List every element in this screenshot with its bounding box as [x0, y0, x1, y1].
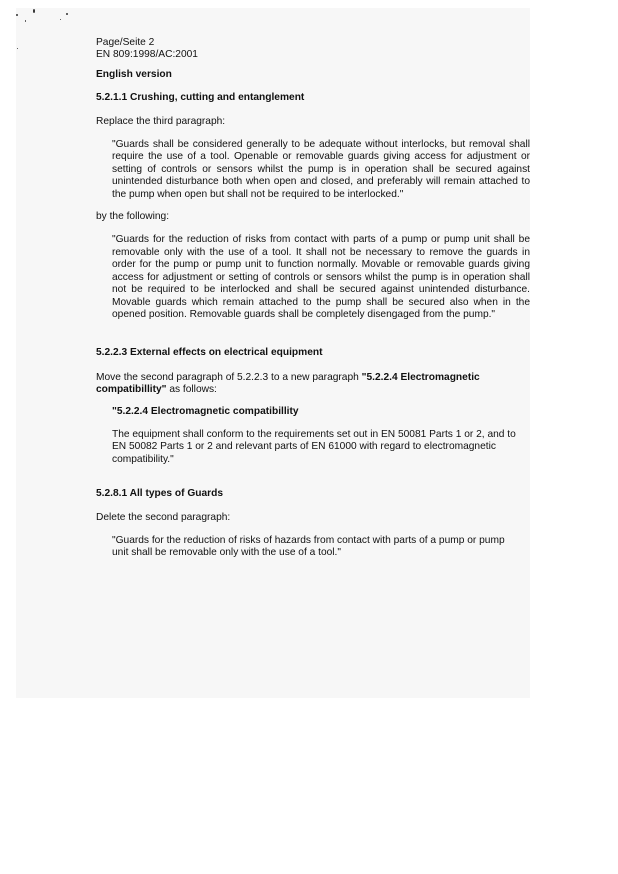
old-paragraph-quote: [112, 139, 530, 201]
new-paragraph-quote: [112, 234, 530, 321]
quote-line: "Guards shall be considered generally to be adequate without interlocks, but removal shall: [112, 139, 530, 151]
move-instruction-bold: "5.2.2.4 Electromagnetic: [361, 371, 480, 383]
move-instruction-text: Move the second paragraph of 5.2.2.3 to a new paragraph: [96, 371, 362, 383]
section-heading-5-2-1-1: 5.2.1.1 Crushing, cutting and entanglement: [96, 92, 305, 104]
quote-line: order for the pump or pump unit to function normally. Movable or removable guards giving: [112, 259, 530, 271]
page-label: Page/Seite 2: [96, 37, 155, 48]
paragraph-line: "Guards for the reduction of risks of hazards from contact with parts of a pump or pump: [112, 534, 505, 546]
section-heading-5-2-2-3: 5.2.2.3 External effects on electrical equipment: [96, 347, 323, 359]
paragraph-line: unit shall be removable only with the use of a tool.": [112, 547, 342, 559]
quote-line: opened position. Removable guards shall be completely disengaged from the pump.": [112, 308, 496, 320]
quote-line: "Guards for the reduction of risks from contact with parts of a pump or pump unit shall be: [112, 234, 530, 246]
emc-paragraph: [112, 429, 532, 466]
by-following-label: by the following:: [96, 211, 170, 223]
document-body: [96, 37, 536, 560]
quote-line: require the use of a tool. Openable or removable guards giving access for adjustment or: [112, 151, 530, 163]
quote-line: setting of controls or sensors whilst the pump is in operation shall be secured against: [112, 163, 530, 175]
delete-instruction: Delete the second paragraph:: [96, 511, 231, 523]
move-instruction: [96, 372, 536, 397]
quote-line: access for adjustment or setting of controls or sensors whilst the pump is in operation shall: [112, 271, 530, 283]
quote-line: Movable guards which remain attached to the pump shall be secured also when in the: [112, 296, 530, 308]
quote-line: removable only with the use of a tool. It shall not be necessary to remove the guards in: [112, 246, 530, 258]
quote-line: the pump when open but shall not be required to be interlocked.": [112, 188, 404, 200]
paragraph-line: The equipment shall conform to the requirements set out in EN 50081 Parts 1 or 2, and to: [112, 428, 516, 440]
standard-reference: EN 809:1998/AC:2001: [96, 49, 198, 61]
paragraph-line: EN 50082 Parts 1 or 2 and relevant parts of EN 61000 with regard to electromagnetic: [112, 441, 496, 453]
deleted-paragraph-quote: [112, 535, 532, 560]
quote-line: unintended disturbance both when open and closed, and preferably will remain attached to: [112, 176, 530, 188]
sub-heading-5-2-2-4: "5.2.2.4 Electromagnetic compatibillity: [112, 405, 299, 417]
move-instruction-bold: compatibillity": [96, 384, 167, 396]
paragraph-line: compatibility.": [112, 453, 174, 465]
replace-instruction: Replace the third paragraph:: [96, 115, 226, 127]
section-heading-5-2-8-1: 5.2.8.1 All types of Guards: [96, 488, 224, 500]
move-instruction-text: as follows:: [166, 384, 217, 396]
language-heading: English version: [96, 68, 172, 80]
quote-line: not be required to be interlocked and shall be secured against unintended disturbance.: [112, 284, 530, 296]
